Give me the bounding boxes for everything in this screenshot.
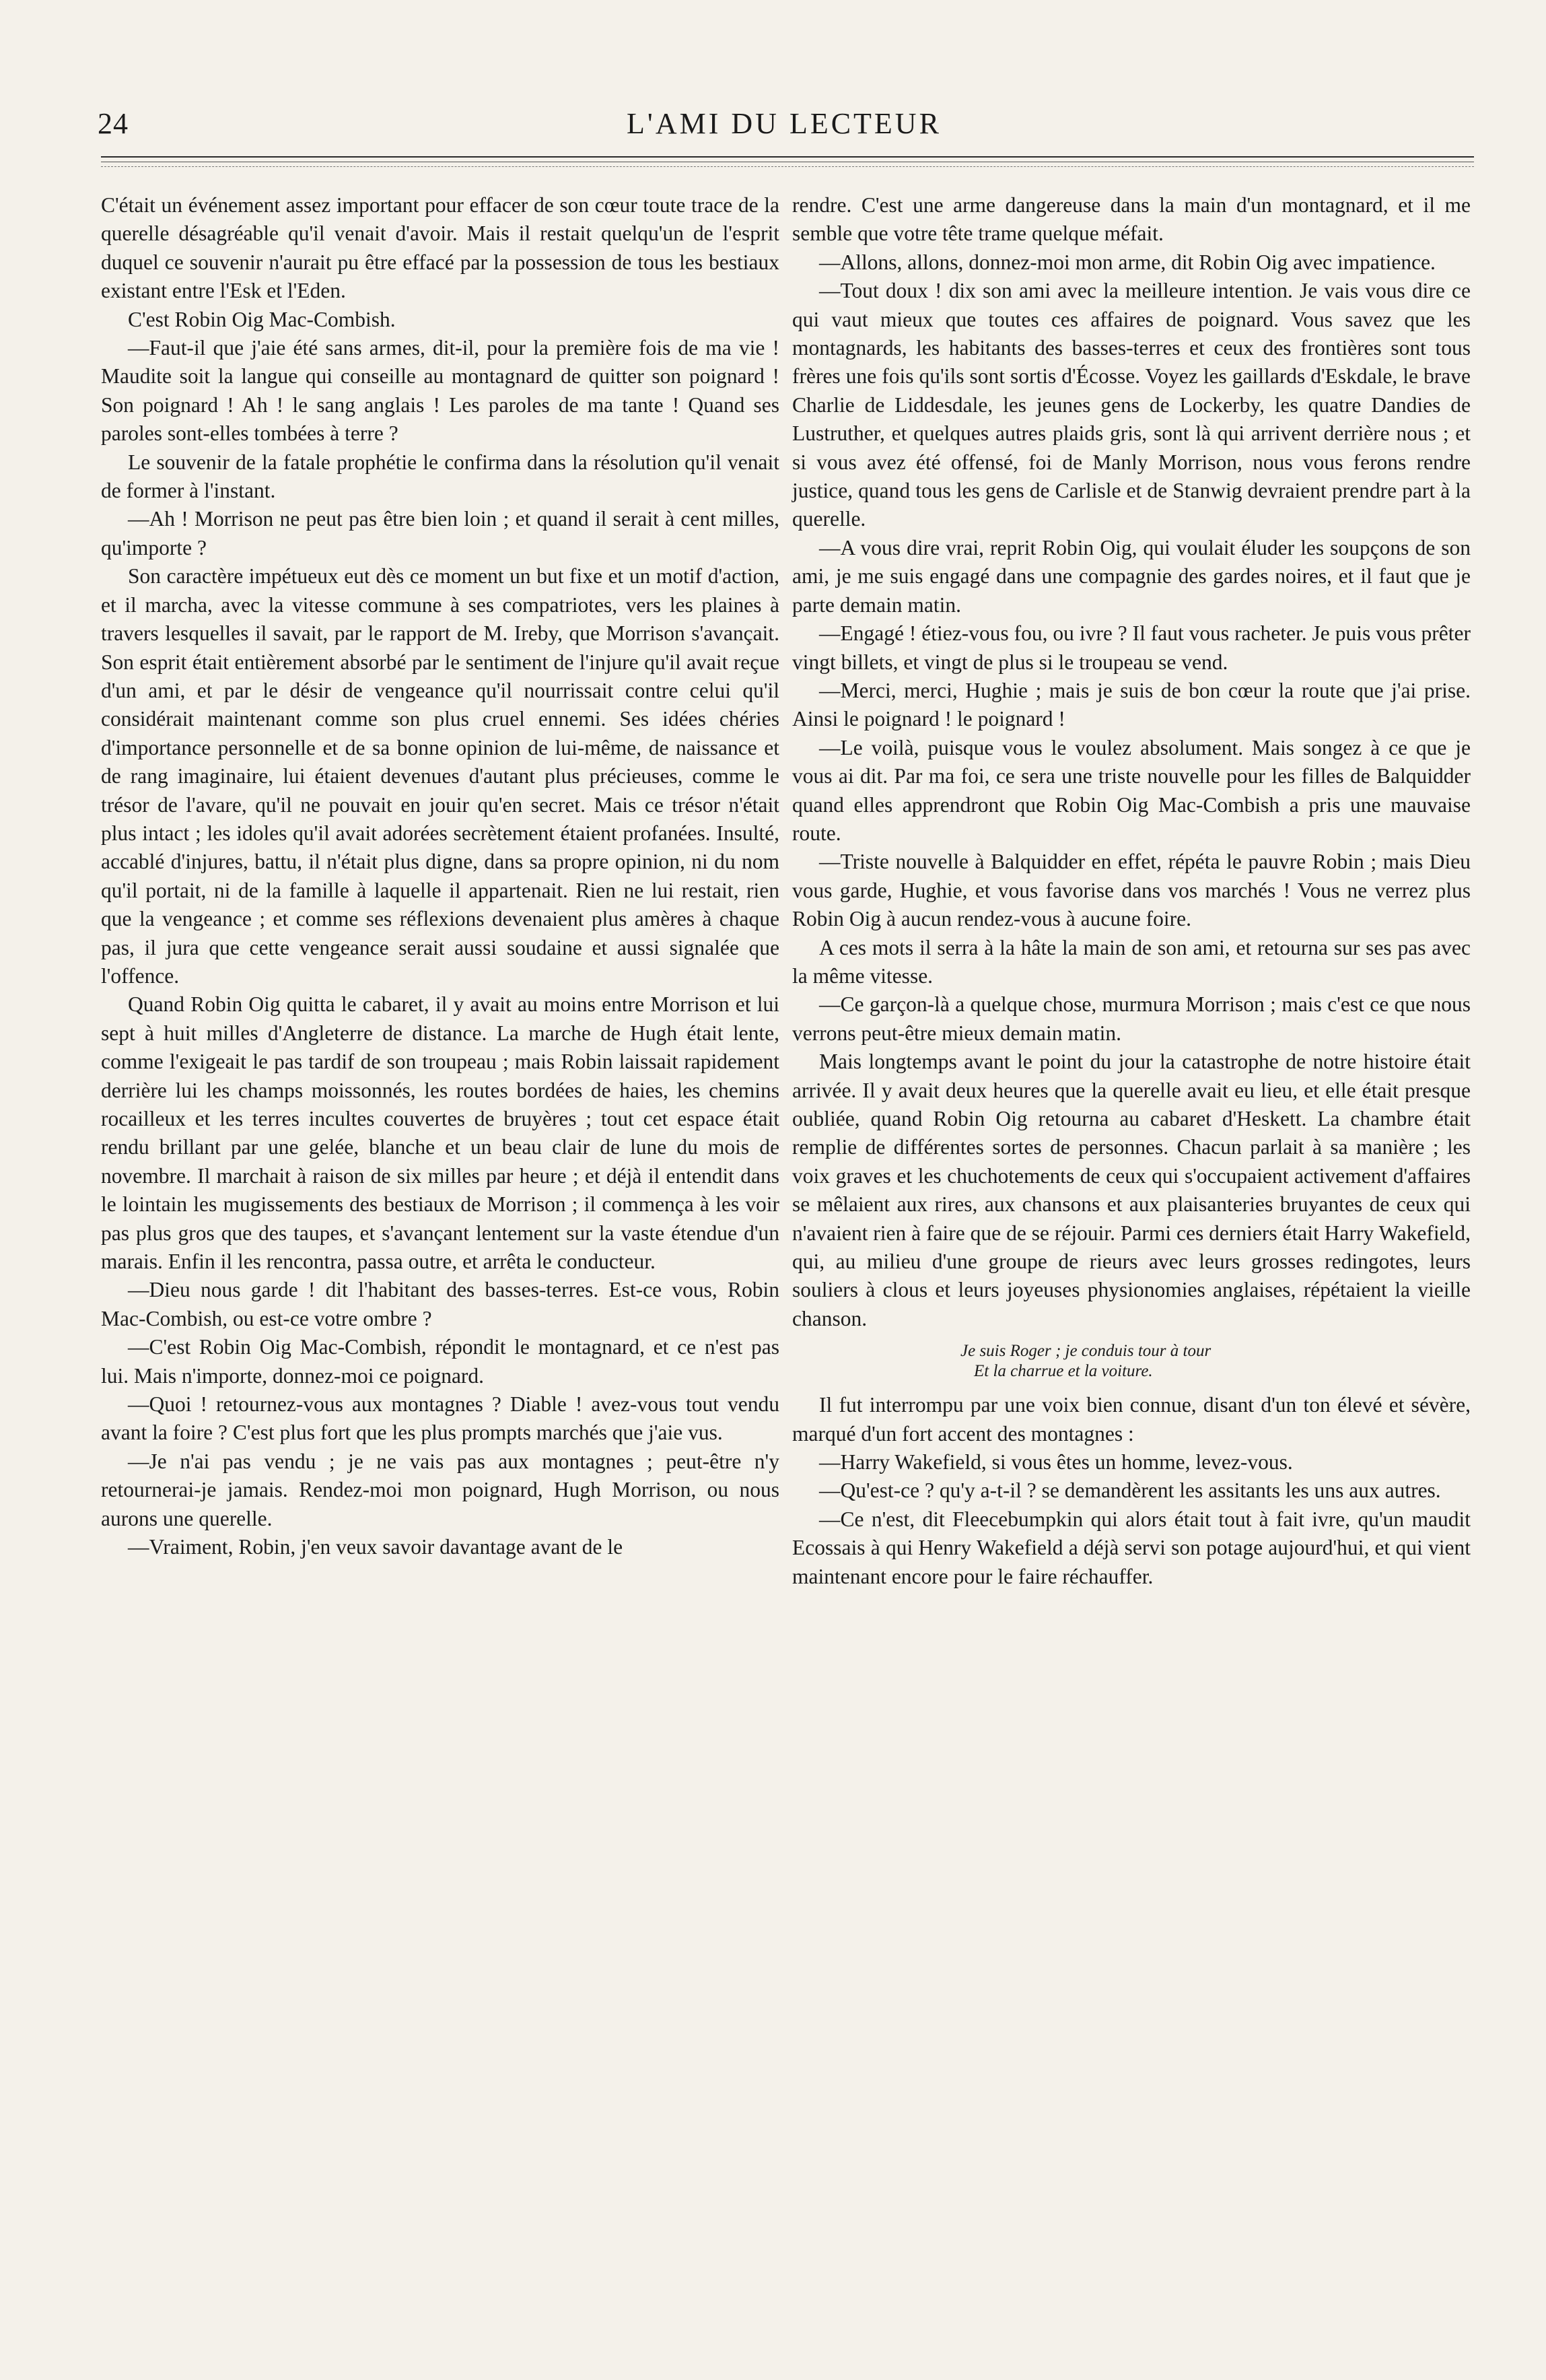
song-verse: [792, 1341, 1471, 1382]
header-rule-dashed: [101, 166, 1474, 167]
paragraph: —Ce n'est, dit Fleecebumpkin qui alors était tout à fait ivre, qu'un maudit Ecossais à qui Henry Wakefield a déjà servi son potage aujourd'hui, et qui vient maintenant encore pour le faire réchauffer.: [792, 1507, 1471, 1588]
paragraph: —Ce garçon-là a quelque chose, murmura Morrison ; mais c'est ce que nous verrons peut-être mieux demain matin.: [792, 992, 1471, 1045]
paragraph: Quand Robin Oig quitta le cabaret, il y avait au moins entre Morrison et lui sept à huit milles d'Angleterre de distance. La marche de Hugh était lente, comme l'exigeait le pas tardif de son troupeau ; mais Robin laissait rapidement derrière lui les champs moissonnés, les routes bordées de haies, les chemins rocailleux et les terres incultes couvertes de bruyères ; tout cet espace était rendu brillant par une gelée, blanche et un beau clair de lune du mois de novembre. Il marchait à raison de six milles par heure ; et déjà il entendit dans le lointain les mugissements des bestiaux de Morrison ; il commença à les voir pas plus gros que des taupes, et s'avançant lentement sur la vaste étendue d'un marais. Enfin il les rencontra, passa outre, et arrêta le conducteur.: [101, 992, 779, 1274]
paragraph: —A vous dire vrai, reprit Robin Oig, qui voulait éluder les soupçons de son ami, je me suis engagé dans une compagnie des gardes noires, et il faut que je parte demain matin.: [792, 535, 1471, 617]
header-rule: [101, 156, 1474, 158]
paragraph: —Merci, merci, Hughie ; mais je suis de bon cœur la route que j'ai prise. Ainsi le poignard ! le poignard !: [792, 678, 1471, 731]
paragraph: —Allons, allons, donnez-moi mon arme, dit Robin Oig avec impatience.: [819, 250, 1436, 274]
paragraph: A ces mots il serra à la hâte la main de son ami, et retourna sur ses pas avec la même vitesse.: [792, 935, 1471, 988]
paragraph: —C'est Robin Oig Mac-Combish, répondit le montagnard, et ce n'est pas lui. Mais n'importe, donnez-moi ce poignard.: [101, 1335, 779, 1388]
running-title: L'AMI DU LECTEUR: [627, 107, 942, 140]
paragraph: C'est Robin Oig Mac-Combish.: [128, 307, 396, 331]
page-number: 24: [98, 107, 129, 140]
paragraph: —Vraiment, Robin, j'en veux savoir davantage avant de le: [128, 1535, 623, 1559]
paragraph: Son caractère impétueux eut dès ce moment un but fixe et un motif d'action, et il marcha, avec la vitesse commune à ses compatriotes, vers les plaines à travers lesquelles il savait, par le rapport de M. Ireby, que Morrison s'avançait. Son esprit était entièrement absorbé par le sentiment de l'injure qu'il avait reçue d'un ami, et par le désir de vengeance qu'il nourrissait contre celui qu'il considérait maintenant comme son plus cruel ennemi. Ses idées chéries d'importance personnelle et de sa bonne opinion de lui-même, de naissance et de rang imaginaire, lui étaient devenues d'autant plus précieuses, comme le trésor de l'avare, qu'il ne pouvait en jouir qu'en secret. Mais ce trésor n'était plus intact ; les idoles qu'il avait adorées secrètement étaient profanées. Insulté, accablé d'injures, battu, il n'était plus digne, dans sa propre opinion, ni du nom qu'il portait, ni de la famille à laquelle il appartenait. Rien ne lui restait, rien que la vengeance ; et comme ses réflexions devenaient plus amères à chaque pas, il jura que cette vengeance serait aussi soudaine et aussi signalée que l'offence.: [101, 564, 779, 988]
paragraph: —Triste nouvelle à Balquidder en effet, répéta le pauvre Robin ; mais Dieu vous garde, Hughie, et vous favorise dans vos marchés ! Vous ne verrez plus Robin Oig à aucun rendez-vous à aucune foire.: [792, 850, 1471, 931]
paragraph: Mais longtemps avant le point du jour la catastrophe de notre histoire était arrivée. Il y avait deux heures que la querelle avait eu lieu, et elle était presque oubliée, quand Robin Oig retourna au cabaret d'Heskett. La chambre était remplie de différentes sortes de personnes. Chacun parlait à sa manière ; les voix graves et les chuchotements de ceux qui s'occupaient activement d'affaires se mêlaient aux rires, aux chansons et aux plaisanteries bruyantes de ceux qui n'avaient rien à faire que de se réjouir. Parmi ces derniers était Harry Wakefield, qui, au milieu d'une groupe de rieurs avec leurs grosses redingotes, leurs souliers à clous et leurs joyeuses physionomies anglaises, répétaient la vieille chanson.: [792, 1050, 1471, 1330]
paragraph: rendre. C'est une arme dangereuse dans la main d'un montagnard, et il me semble que votre tête trame quelque méfait.: [792, 193, 1471, 246]
paragraph: —Le voilà, puisque vous le voulez absolument. Mais songez à ce que je vous ai dit. Par ma foi, ce sera une triste nouvelle pour les filles de Balquidder quand elles apprendront que Robin Oig Mac-Combish a pris une mauvaise route.: [792, 735, 1471, 845]
paragraph: —Quoi ! retournez-vous aux montagnes ? Diable ! avez-vous tout vendu avant la foire ? C'est plus fort que les plus prompts marchés que j'aie vus.: [101, 1392, 779, 1445]
paragraph: —Qu'est-ce ? qu'y a-t-il ? se demandèrent les assitants les uns aux autres.: [819, 1478, 1441, 1503]
page-header: [98, 106, 1471, 154]
right-column: [792, 191, 1471, 1591]
paragraph: Il fut interrompu par une voix bien connue, disant d'un ton élevé et sévère, marqué d'un fort accent des montagnes :: [792, 1393, 1471, 1446]
paragraph: —Dieu nous garde ! dit l'habitant des basses-terres. Est-ce vous, Robin Mac-Combish, ou est-ce votre ombre ?: [101, 1278, 779, 1330]
paragraph: —Ah ! Morrison ne peut pas être bien loin ; et quand il serait à cent milles, qu'importe ?: [101, 507, 779, 559]
paragraph: —Je n'ai pas vendu ; je ne vais pas aux montagnes ; peut-être n'y retournerai-je jamais. Rendez-moi mon poignard, Hugh Morrison, ou nous aurons une querelle.: [101, 1449, 779, 1530]
paragraph: —Engagé ! étiez-vous fou, ou ivre ? Il faut vous racheter. Je puis vous prêter vingt billets, et vingt de plus si le troupeau se vend.: [792, 621, 1471, 674]
paragraph: —Tout doux ! dix son ami avec la meilleure intention. Je vais vous dire ce qui vaut mieux que toutes ces affaires de poignard. Vous savez que les montagnards, les habitants des basses-terres et ceux des frontières sont tous frères une fois qu'ils sont sortis d'Écosse. Voyez les gaillards d'Eskdale, le brave Charlie de Liddesdale, les jeunes gens de Lockerby, les quatre Dandies de Lustruther, et quelques autres plaids gris, sont là qui arrivent derrière nous ; et si vous avez été offensé, foi de Manly Morrison, nous vous ferons rendre justice, quand tous les gens de Carlisle et de Stanwig devraient prendre part à la querelle.: [792, 279, 1471, 531]
verse-line: Et la charrue et la voiture.: [974, 1362, 1153, 1381]
paragraph: C'était un événement assez important pour effacer de son cœur toute trace de la querelle désagréable qu'il venait d'avoir. Mais il restait quelqu'un de l'esprit duquel ce souvenir n'aurait pu être effacé par la possession de tous les bestiaux existant entre l'Esk et l'Eden.: [101, 193, 779, 303]
paragraph: Le souvenir de la fatale prophétie le confirma dans la résolution qu'il venait de former à l'instant.: [101, 450, 779, 503]
verse-line: Je suis Roger ; je conduis tour à tour: [960, 1342, 1211, 1361]
paragraph: —Harry Wakefield, si vous êtes un homme, levez-vous.: [819, 1450, 1293, 1474]
paragraph: —Faut-il que j'aie été sans armes, dit-il, pour la première fois de ma vie ! Maudite soit la langue qui conseille au montagnard de quitter son poignard ! Son poignard ! Ah ! le sang anglais ! Les paroles de ma tante ! Quand ses paroles sont-elles tombées à terre ?: [101, 336, 779, 446]
left-column: [101, 191, 779, 1562]
